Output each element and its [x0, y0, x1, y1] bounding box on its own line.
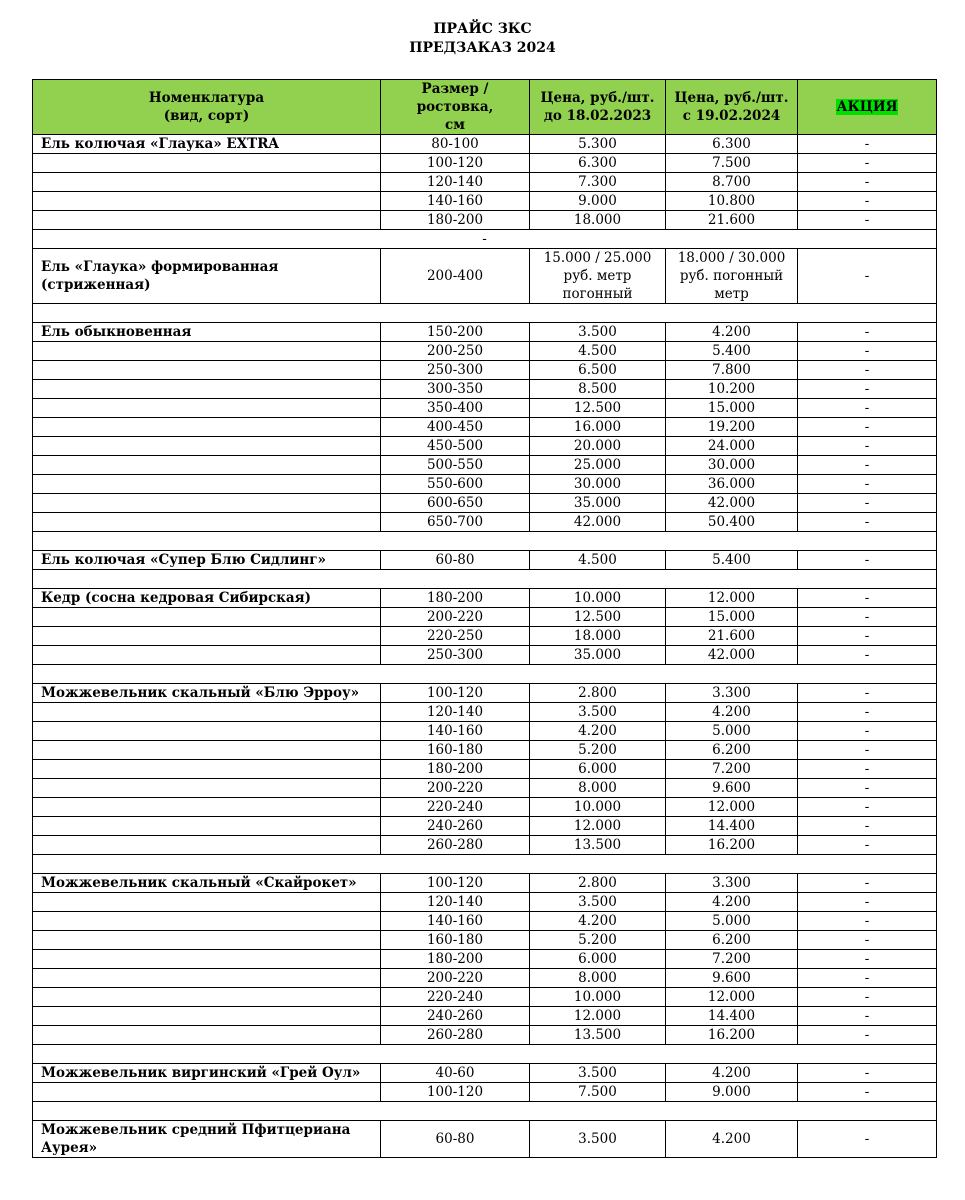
cell-price-old: 5.200 — [530, 741, 666, 760]
cell-akcia: - — [798, 1083, 937, 1102]
cell-price-old: 3.500 — [530, 323, 666, 342]
spacer-cell — [33, 855, 937, 874]
table-row — [33, 722, 937, 741]
cell-price-new: 7.200 — [666, 950, 798, 969]
cell-name — [33, 931, 381, 950]
cell-price-old: 5.300 — [530, 135, 666, 154]
cell-size: 40-60 — [381, 1064, 530, 1083]
spacer-row — [33, 855, 937, 874]
cell-price-new: 16.200 — [666, 1026, 798, 1045]
cell-price-new: 5.000 — [666, 722, 798, 741]
cell-size: 220-240 — [381, 798, 530, 817]
table-row — [33, 1064, 937, 1083]
cell-size: 180-200 — [381, 211, 530, 230]
col-header-price-old: Цена, руб./шт. до 18.02.2023 — [530, 80, 666, 135]
cell-price-old: 13.500 — [530, 1026, 666, 1045]
table-row — [33, 249, 937, 304]
col-header-size: Размер / ростовка, см — [381, 80, 530, 135]
cell-size: 650-700 — [381, 513, 530, 532]
table-row — [33, 1007, 937, 1026]
table-row — [33, 969, 937, 988]
cell-akcia: - — [798, 741, 937, 760]
cell-name — [33, 741, 381, 760]
cell-name — [33, 418, 381, 437]
cell-akcia: - — [798, 988, 937, 1007]
cell-price-old: 15.000 / 25.000 руб. метр погонный — [530, 249, 666, 304]
cell-price-new: 4.200 — [666, 1121, 798, 1158]
cell-size: 600-650 — [381, 494, 530, 513]
table-row — [33, 608, 937, 627]
cell-price-new: 21.600 — [666, 627, 798, 646]
cell-akcia: - — [798, 475, 937, 494]
cell-name: Ель «Глаука» формированная (стриженная) — [33, 249, 381, 304]
cell-price-new: 14.400 — [666, 817, 798, 836]
cell-size: 250-300 — [381, 646, 530, 665]
spacer-cell — [33, 1045, 937, 1064]
table-row — [33, 893, 937, 912]
table-row — [33, 323, 937, 342]
cell-size: 200-250 — [381, 342, 530, 361]
cell-size: 100-120 — [381, 874, 530, 893]
cell-akcia: - — [798, 817, 937, 836]
cell-name — [33, 950, 381, 969]
cell-price-new: 7.500 — [666, 154, 798, 173]
cell-price-new: 19.200 — [666, 418, 798, 437]
cell-price-new: 24.000 — [666, 437, 798, 456]
cell-size: 400-450 — [381, 418, 530, 437]
cell-price-old: 10.000 — [530, 589, 666, 608]
cell-price-old: 4.500 — [530, 551, 666, 570]
cell-name — [33, 703, 381, 722]
cell-price-old: 3.500 — [530, 1064, 666, 1083]
table-row — [33, 1083, 937, 1102]
spacer-cell — [33, 665, 937, 684]
cell-price-new: 9.000 — [666, 1083, 798, 1102]
cell-price-old: 10.000 — [530, 988, 666, 1007]
cell-price-new: 42.000 — [666, 646, 798, 665]
title-line-2: ПРЕДЗАКАЗ 2024 — [409, 40, 556, 56]
cell-price-new: 3.300 — [666, 874, 798, 893]
table-row — [33, 399, 937, 418]
cell-name — [33, 798, 381, 817]
cell-price-new: 4.200 — [666, 1064, 798, 1083]
table-row — [33, 760, 937, 779]
cell-name: Можжевельник виргинский «Грей Оул» — [33, 1064, 381, 1083]
cell-size: 200-220 — [381, 779, 530, 798]
cell-price-new: 15.000 — [666, 399, 798, 418]
cell-name — [33, 646, 381, 665]
table-row — [33, 741, 937, 760]
cell-price-old: 2.800 — [530, 874, 666, 893]
cell-price-old: 8.500 — [530, 380, 666, 399]
cell-size: 180-200 — [381, 760, 530, 779]
cell-price-old: 18.000 — [530, 627, 666, 646]
cell-name — [33, 513, 381, 532]
cell-price-old: 6.000 — [530, 950, 666, 969]
cell-size: 240-260 — [381, 1007, 530, 1026]
table-row — [33, 703, 937, 722]
cell-akcia: - — [798, 342, 937, 361]
table-row — [33, 589, 937, 608]
cell-akcia: - — [798, 779, 937, 798]
spacer-row — [33, 570, 937, 589]
table-row — [33, 456, 937, 475]
cell-name — [33, 380, 381, 399]
cell-akcia: - — [798, 135, 937, 154]
cell-size: 220-250 — [381, 627, 530, 646]
table-row — [33, 192, 937, 211]
cell-size: 260-280 — [381, 1026, 530, 1045]
cell-size: 60-80 — [381, 551, 530, 570]
cell-size: 200-220 — [381, 608, 530, 627]
cell-akcia: - — [798, 798, 937, 817]
cell-price-old: 10.000 — [530, 798, 666, 817]
spacer-row — [33, 1045, 937, 1064]
cell-price-old: 12.500 — [530, 608, 666, 627]
cell-price-new: 10.800 — [666, 192, 798, 211]
table-row — [33, 361, 937, 380]
cell-name — [33, 988, 381, 1007]
cell-akcia: - — [798, 969, 937, 988]
cell-price-new: 4.200 — [666, 323, 798, 342]
table-row — [33, 551, 937, 570]
cell-price-new: 30.000 — [666, 456, 798, 475]
table-row — [33, 646, 937, 665]
cell-name — [33, 817, 381, 836]
spacer-cell — [33, 304, 937, 323]
spacer-cell — [33, 532, 937, 551]
table-row — [33, 912, 937, 931]
cell-price-new: 15.000 — [666, 608, 798, 627]
table-row — [33, 380, 937, 399]
spacer-cell — [33, 570, 937, 589]
cell-size: 100-120 — [381, 154, 530, 173]
cell-name: Ель колючая «Глаука» EXTRA — [33, 135, 381, 154]
cell-akcia: - — [798, 1064, 937, 1083]
cell-akcia: - — [798, 323, 937, 342]
cell-size: 140-160 — [381, 722, 530, 741]
cell-price-old: 3.500 — [530, 703, 666, 722]
cell-size: 200-220 — [381, 969, 530, 988]
cell-price-new: 9.600 — [666, 969, 798, 988]
cell-price-new: 50.400 — [666, 513, 798, 532]
table-row — [33, 513, 937, 532]
cell-name — [33, 437, 381, 456]
table-row — [33, 627, 937, 646]
table-row — [33, 135, 937, 154]
cell-price-old: 6.500 — [530, 361, 666, 380]
cell-price-new: 12.000 — [666, 798, 798, 817]
cell-price-old: 20.000 — [530, 437, 666, 456]
cell-price-old: 13.500 — [530, 836, 666, 855]
dash-cell: - — [33, 230, 937, 249]
cell-akcia: - — [798, 684, 937, 703]
cell-price-old: 3.500 — [530, 893, 666, 912]
cell-size: 140-160 — [381, 912, 530, 931]
cell-name — [33, 399, 381, 418]
cell-price-old: 5.200 — [530, 931, 666, 950]
cell-akcia: - — [798, 912, 937, 931]
cell-name: Можжевельник средний Пфитцериана Аурея» — [33, 1121, 381, 1158]
title-line-1: ПРАЙС ЗКС — [433, 21, 532, 37]
cell-akcia: - — [798, 722, 937, 741]
cell-akcia: - — [798, 173, 937, 192]
cell-price-old: 9.000 — [530, 192, 666, 211]
cell-name — [33, 779, 381, 798]
cell-price-old: 4.200 — [530, 722, 666, 741]
cell-price-new: 5.000 — [666, 912, 798, 931]
cell-price-new: 5.400 — [666, 551, 798, 570]
cell-size: 450-500 — [381, 437, 530, 456]
table-row — [33, 437, 937, 456]
cell-akcia: - — [798, 703, 937, 722]
cell-price-new: 7.200 — [666, 760, 798, 779]
cell-akcia: - — [798, 1121, 937, 1158]
cell-price-old: 4.200 — [530, 912, 666, 931]
cell-size: 200-400 — [381, 249, 530, 304]
cell-price-new: 4.200 — [666, 893, 798, 912]
cell-name — [33, 494, 381, 513]
cell-name — [33, 211, 381, 230]
cell-name — [33, 608, 381, 627]
cell-price-old: 35.000 — [530, 646, 666, 665]
cell-size: 300-350 — [381, 380, 530, 399]
col-header-name: Номенклатура (вид, сорт) — [33, 80, 381, 135]
cell-price-new: 12.000 — [666, 589, 798, 608]
spacer-row — [33, 1102, 937, 1121]
cell-name — [33, 1026, 381, 1045]
cell-size: 140-160 — [381, 192, 530, 211]
cell-price-old: 12.000 — [530, 817, 666, 836]
cell-akcia: - — [798, 249, 937, 304]
cell-name — [33, 969, 381, 988]
cell-akcia: - — [798, 418, 937, 437]
cell-size: 120-140 — [381, 893, 530, 912]
cell-price-old: 8.000 — [530, 779, 666, 798]
cell-name — [33, 1007, 381, 1026]
dash-row — [33, 230, 937, 249]
cell-akcia: - — [798, 608, 937, 627]
cell-price-new: 6.200 — [666, 741, 798, 760]
cell-size: 180-200 — [381, 589, 530, 608]
cell-akcia: - — [798, 513, 937, 532]
table-row — [33, 836, 937, 855]
table-row — [33, 173, 937, 192]
cell-price-old: 42.000 — [530, 513, 666, 532]
cell-name — [33, 912, 381, 931]
cell-size: 240-260 — [381, 817, 530, 836]
cell-size: 120-140 — [381, 173, 530, 192]
table-row — [33, 1121, 937, 1158]
cell-price-new: 12.000 — [666, 988, 798, 1007]
cell-akcia: - — [798, 893, 937, 912]
cell-price-old: 25.000 — [530, 456, 666, 475]
cell-akcia: - — [798, 361, 937, 380]
cell-akcia: - — [798, 589, 937, 608]
cell-akcia: - — [798, 456, 937, 475]
cell-price-old: 7.500 — [530, 1083, 666, 1102]
cell-price-new: 42.000 — [666, 494, 798, 513]
akcia-label: АКЦИЯ — [836, 99, 898, 115]
cell-name — [33, 893, 381, 912]
table-row — [33, 418, 937, 437]
table-row — [33, 950, 937, 969]
price-table — [32, 79, 937, 1158]
document-title — [0, 20, 965, 58]
table-row — [33, 988, 937, 1007]
cell-name: Ель колючая «Супер Блю Сидлинг» — [33, 551, 381, 570]
table-row — [33, 342, 937, 361]
cell-price-new: 7.800 — [666, 361, 798, 380]
cell-price-old: 18.000 — [530, 211, 666, 230]
cell-name — [33, 361, 381, 380]
table-row — [33, 798, 937, 817]
cell-akcia: - — [798, 950, 937, 969]
cell-name — [33, 1083, 381, 1102]
cell-price-old: 7.300 — [530, 173, 666, 192]
cell-name — [33, 154, 381, 173]
cell-size: 500-550 — [381, 456, 530, 475]
table-row — [33, 684, 937, 703]
cell-size: 550-600 — [381, 475, 530, 494]
cell-name: Можжевельник скальный «Скайрокет» — [33, 874, 381, 893]
cell-akcia: - — [798, 836, 937, 855]
spacer-row — [33, 304, 937, 323]
cell-name — [33, 475, 381, 494]
cell-size: 100-120 — [381, 684, 530, 703]
cell-price-old: 3.500 — [530, 1121, 666, 1158]
cell-akcia: - — [798, 760, 937, 779]
cell-akcia: - — [798, 380, 937, 399]
table-row — [33, 817, 937, 836]
cell-akcia: - — [798, 154, 937, 173]
col-header-price-new: Цена, руб./шт. с 19.02.2024 — [666, 80, 798, 135]
table-row — [33, 931, 937, 950]
col-header-akcia — [798, 80, 937, 135]
cell-price-new: 10.200 — [666, 380, 798, 399]
cell-price-new: 3.300 — [666, 684, 798, 703]
cell-size: 150-200 — [381, 323, 530, 342]
cell-size: 350-400 — [381, 399, 530, 418]
cell-name — [33, 173, 381, 192]
table-row — [33, 211, 937, 230]
cell-size: 260-280 — [381, 836, 530, 855]
cell-price-old: 12.500 — [530, 399, 666, 418]
spacer-cell — [33, 1102, 937, 1121]
cell-price-new: 14.400 — [666, 1007, 798, 1026]
cell-akcia: - — [798, 646, 937, 665]
cell-name — [33, 192, 381, 211]
cell-name — [33, 722, 381, 741]
cell-name — [33, 836, 381, 855]
cell-size: 100-120 — [381, 1083, 530, 1102]
cell-price-new: 6.200 — [666, 931, 798, 950]
cell-akcia: - — [798, 399, 937, 418]
cell-name — [33, 627, 381, 646]
cell-price-new: 16.200 — [666, 836, 798, 855]
cell-name: Кедр (сосна кедровая Сибирская) — [33, 589, 381, 608]
cell-akcia: - — [798, 551, 937, 570]
table-row — [33, 779, 937, 798]
cell-price-old: 35.000 — [530, 494, 666, 513]
cell-akcia: - — [798, 437, 937, 456]
cell-akcia: - — [798, 494, 937, 513]
cell-akcia: - — [798, 931, 937, 950]
cell-akcia: - — [798, 211, 937, 230]
cell-akcia: - — [798, 874, 937, 893]
spacer-row — [33, 532, 937, 551]
cell-akcia: - — [798, 1026, 937, 1045]
table-row — [33, 1026, 937, 1045]
cell-size: 60-80 — [381, 1121, 530, 1158]
cell-price-old: 4.500 — [530, 342, 666, 361]
cell-name — [33, 342, 381, 361]
cell-price-old: 6.300 — [530, 154, 666, 173]
cell-price-old: 30.000 — [530, 475, 666, 494]
cell-size: 250-300 — [381, 361, 530, 380]
spacer-row — [33, 665, 937, 684]
cell-price-new: 21.600 — [666, 211, 798, 230]
cell-price-new: 8.700 — [666, 173, 798, 192]
cell-price-old: 2.800 — [530, 684, 666, 703]
cell-price-old: 8.000 — [530, 969, 666, 988]
cell-size: 220-240 — [381, 988, 530, 1007]
table-body — [33, 135, 937, 1158]
table-row — [33, 494, 937, 513]
cell-price-new: 9.600 — [666, 779, 798, 798]
cell-price-old: 12.000 — [530, 1007, 666, 1026]
cell-name: Можжевельник скальный «Блю Эрроу» — [33, 684, 381, 703]
cell-akcia: - — [798, 192, 937, 211]
cell-price-old: 16.000 — [530, 418, 666, 437]
header-row — [33, 80, 937, 135]
cell-price-new: 18.000 / 30.000 руб. погонный метр — [666, 249, 798, 304]
table-row — [33, 874, 937, 893]
cell-name — [33, 456, 381, 475]
cell-price-new: 5.400 — [666, 342, 798, 361]
cell-name: Ель обыкновенная — [33, 323, 381, 342]
cell-size: 80-100 — [381, 135, 530, 154]
cell-price-new: 36.000 — [666, 475, 798, 494]
cell-size: 120-140 — [381, 703, 530, 722]
cell-akcia: - — [798, 627, 937, 646]
cell-size: 180-200 — [381, 950, 530, 969]
cell-price-new: 6.300 — [666, 135, 798, 154]
cell-size: 160-180 — [381, 931, 530, 950]
cell-name — [33, 760, 381, 779]
table-row — [33, 475, 937, 494]
table-row — [33, 154, 937, 173]
cell-size: 160-180 — [381, 741, 530, 760]
cell-akcia: - — [798, 1007, 937, 1026]
cell-price-old: 6.000 — [530, 760, 666, 779]
cell-price-new: 4.200 — [666, 703, 798, 722]
